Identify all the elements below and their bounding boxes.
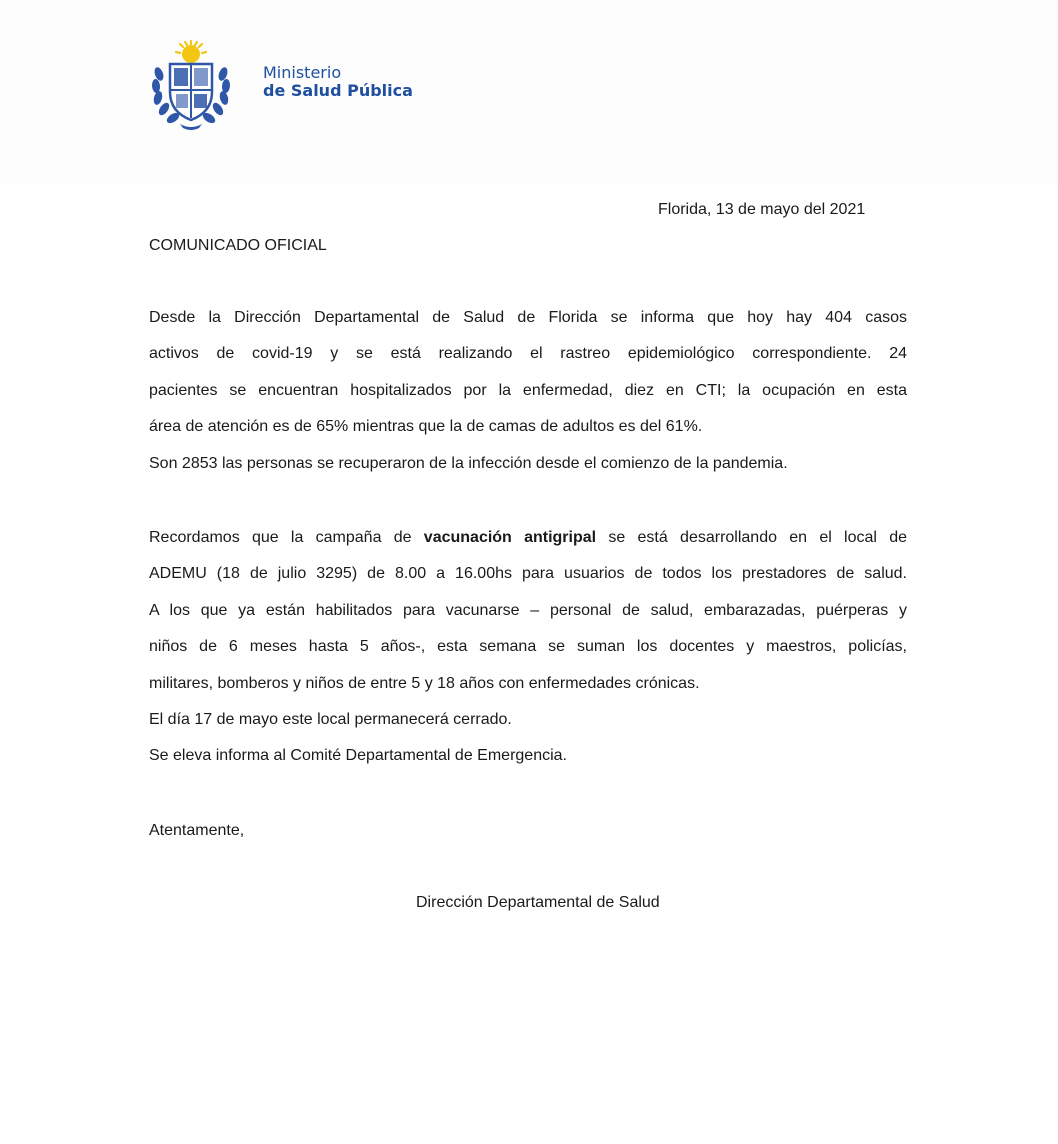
coat-of-arms-logo	[150, 40, 232, 130]
paragraph-2-line: El día 17 de mayo este local permanecerá cerrado.	[149, 711, 512, 729]
paragraph-2-line: ADEMU (18 de julio 3295) de 8.00 a 16.00hs para usuarios de todos los prestadores de salud.	[149, 565, 907, 583]
paragraph-1-line: área de atención es de 65% mientras que la de camas de adultos es del 61%.	[149, 418, 703, 436]
paragraph-2-prefix: Recordamos que la campaña de	[149, 529, 424, 546]
paragraph-2-line: militares, bomberos y niños de entre 5 y 18 años con enfermedades crónicas.	[149, 674, 700, 692]
highlight-vacunacion: vacunación antigripal	[423, 529, 597, 546]
signature: Dirección Departamental de Salud	[416, 894, 660, 911]
sun-icon	[176, 41, 206, 63]
ministry-name-line1: Ministerio	[263, 63, 342, 82]
paragraph-2	[149, 520, 907, 775]
paragraph-1	[149, 300, 907, 482]
ministry-name	[263, 64, 413, 100]
paragraph-2-line: A los que ya están habilitados para vacunarse – personal de salud, embarazadas, puérperas y	[149, 601, 907, 619]
letter-title: COMUNICADO OFICIAL	[149, 237, 327, 254]
paragraph-1-line: Desde la Dirección Departamental de Salud de Florida se informa que hoy hay 404 casos	[149, 309, 907, 326]
letter-date: Florida, 13 de mayo del 2021	[658, 201, 866, 218]
ministry-name-line2: de Salud Pública	[263, 81, 413, 100]
paragraph-2-line: Se eleva informa al Comité Departamental de Emergencia.	[149, 747, 567, 765]
closing-salutation: Atentamente,	[149, 822, 245, 839]
paragraph-1-line: Son 2853 las personas se recuperaron de la infección desde el comienzo de la pandemia.	[149, 454, 788, 472]
paragraph-2-suffix: se está desarrollando en el local de	[596, 529, 908, 546]
paragraph-1-line: activos de covid-19 y se está realizando el rastreo epidemiológico correspondiente. 24	[149, 345, 907, 363]
paragraph-2-line-1	[149, 520, 907, 556]
shield-icon	[170, 64, 212, 120]
paragraph-2-line: niños de 6 meses hasta 5 años-, esta semana se suman los docentes y maestros, policías,	[149, 638, 907, 656]
paragraph-1-line: pacientes se encuentran hospitalizados por la enfermedad, diez en CTI; la ocupación en esta	[149, 381, 907, 399]
